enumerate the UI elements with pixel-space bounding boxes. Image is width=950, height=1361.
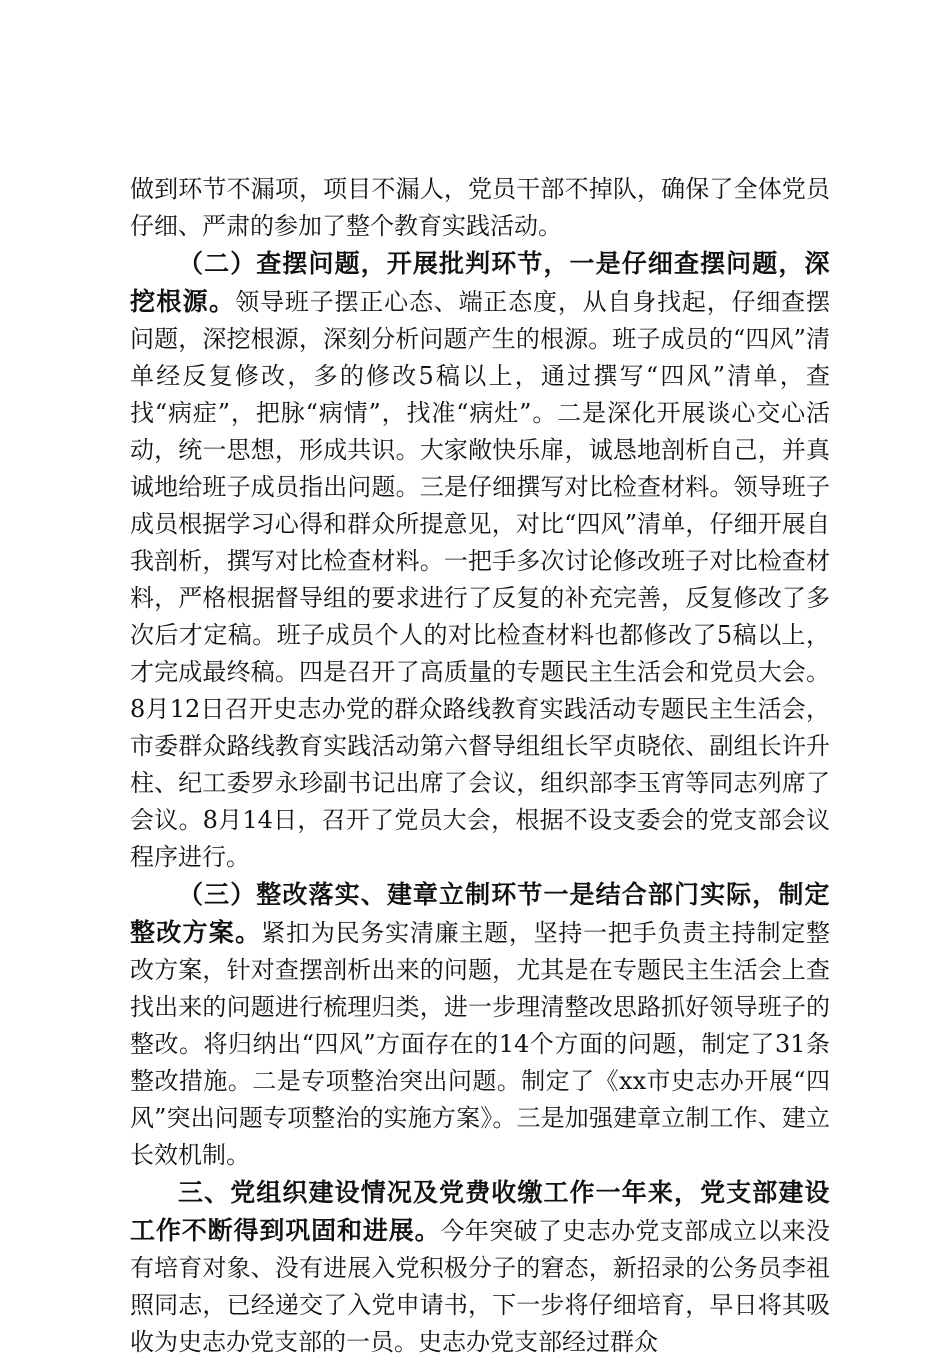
paragraph-4-lead: 三、党组织建设情况及党费收缴工作一年来，党支部建设工作不断得到巩固和进展。	[130, 1178, 830, 1245]
paragraph-2-body: 领导班子摆正心态、端正态度，从自身找起，仔细查摆问题，深挖根源，深刻分析问题产生的根源。班子成员的“四风”清单经反复修改，多的修改5稿以上，通过撰写“四风”清单，查找“病症”，把脉“病情”，找准“病灶”。二是深化开展谈心交心活动，统一思想，形成共识。大家敞快乐扉，诚恳地剖析自己，并真诚地给班子成员指出问题。三是仔细撰写对比检查材料。领导班子成员根据学习心得和群众所提意见，对比“四风”清单，仔细开展自我剖析，撰写对比检查材料。一把手多次讨论修改班子对比检查材料，严格根据督导组的要求进行了反复的补充完善，反复修改了多次后才定稿。班子成员个人的对比检查材料也都修改了5稿以上，才完成最终稿。四是召开了高质量的专题民主生活会和党员大会。8月12日召开史志办党的群众路线教育实践活动专题民主生活会，市委群众路线教育实践活动第六督导组组长罕贞晓依、副组长许升柱、纪工委罗永珍副书记出席了会议，组织部李玉宵等同志列席了会议。8月14日，召开了党员大会，根据不设支委会的党支部会议程序进行。	[130, 288, 830, 871]
paragraph-2	[130, 245, 830, 876]
document-body	[130, 170, 830, 1361]
paragraph-3	[130, 876, 830, 1174]
paragraph-2-lead: （二）查摆问题，开展批判环节，一是仔细查摆问题，深挖根源。	[130, 249, 830, 316]
paragraph-4	[130, 1174, 830, 1361]
paragraph-1	[130, 170, 830, 245]
paragraph-1-body: 做到环节不漏项，项目不漏人，党员干部不掉队，确保了全体党员仔细、严肃的参加了整个教育实践活动。	[130, 175, 830, 240]
paragraph-4-body: 今年突破了史志办党支部成立以来没有培育对象、没有进展入党积极分子的窘态，新招录的公务员李祖照同志，已经递交了入党申请书，下一步将仔细培育，早日将其吸收为史志办党支部的一员。史志办党支部经过群众	[130, 1217, 830, 1356]
paragraph-3-body: 紧扣为民务实清廉主题，坚持一把手负责主持制定整改方案，针对查摆剖析出来的问题，尤其是在专题民主生活会上查找出来的问题进行梳理归类，进一步理清整改思路抓好领导班子的整改。将归纳出“四风”方面存在的14个方面的问题，制定了31条整改措施。二是专项整治突出问题。制定了《xx市史志办开展“四风”突出问题专项整治的实施方案》。三是加强建章立制工作、建立长效机制。	[130, 919, 830, 1169]
paragraph-3-lead: （三）整改落实、建章立制环节一是结合部门实际，制定整改方案。	[130, 880, 830, 947]
